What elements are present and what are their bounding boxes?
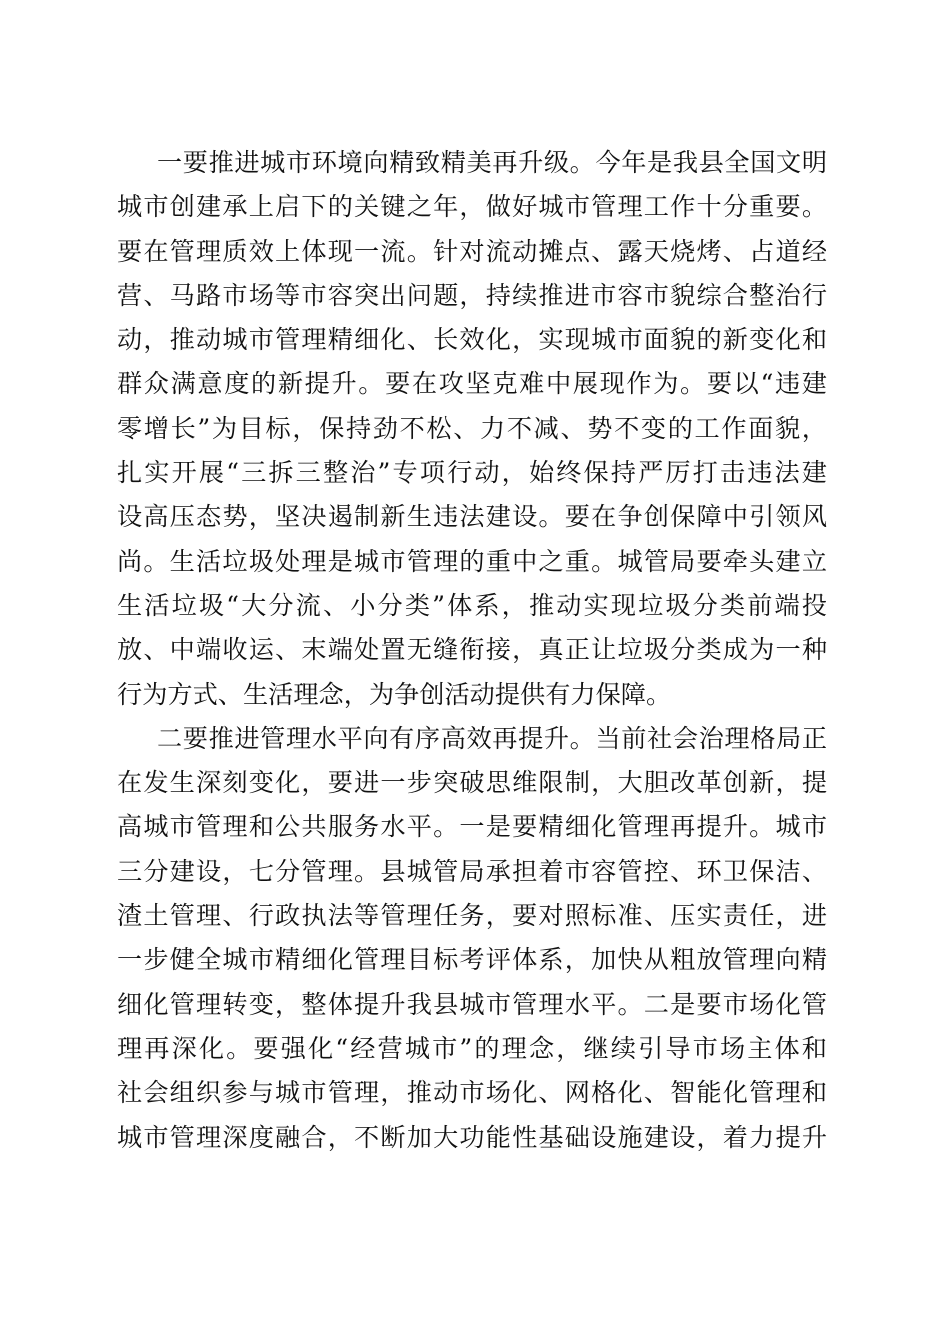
text-line: 生活垃圾“大分流、小分类”体系，推动实现垃圾分类前端投 bbox=[117, 590, 827, 620]
text-line: 动，推动城市管理精细化、长效化，实现城市面貌的新变化和 bbox=[117, 325, 827, 355]
text-line: 一步健全城市精细化管理目标考评体系，加快从粗放管理向精 bbox=[117, 945, 827, 975]
text-line: 设高压态势，坚决遏制新生违法建设。要在争创保障中引领风 bbox=[117, 502, 827, 532]
text-line: 在发生深刻变化，要进一步突破思维限制，大胆改革创新，提 bbox=[117, 768, 827, 798]
text-line: 放、中端收运、末端处置无缝衔接，真正让垃圾分类成为一种 bbox=[117, 635, 827, 665]
text-line: 零增长”为目标，保持劲不松、力不减、势不变的工作面貌， bbox=[117, 413, 827, 443]
text-line: 群众满意度的新提升。要在攻坚克难中展现作为。要以“违建 bbox=[117, 369, 827, 399]
text-line: 一要推进城市环境向精致精美再升级。今年是我县全国文明 bbox=[157, 148, 827, 177]
paragraph-2 bbox=[117, 717, 827, 1160]
paragraph-1 bbox=[117, 141, 827, 717]
text-line: 要在管理质效上体现一流。针对流动摊点、露天烧烤、占道经 bbox=[117, 236, 827, 266]
text-line: 细化管理转变，整体提升我县城市管理水平。二是要市场化管 bbox=[117, 989, 827, 1019]
text-line: 城市管理深度融合，不断加大功能性基础设施建设，着力提升 bbox=[117, 1122, 827, 1152]
text-line: 城市创建承上启下的关键之年，做好城市管理工作十分重要。 bbox=[117, 192, 827, 222]
text-line: 高城市管理和公共服务水平。一是要精细化管理再提升。城市 bbox=[117, 812, 827, 842]
text-line: 行为方式、生活理念，为争创活动提供有力保障。 bbox=[117, 679, 672, 709]
text-line: 三分建设，七分管理。县城管局承担着市容管控、环卫保洁、 bbox=[117, 856, 827, 886]
text-line: 渣土管理、行政执法等管理任务，要对照标准、压实责任，进 bbox=[117, 901, 827, 931]
text-line: 二要推进管理水平向有序高效再提升。当前社会治理格局正 bbox=[157, 723, 827, 753]
text-line: 尚。生活垃圾处理是城市管理的重中之重。城管局要牵头建立 bbox=[117, 546, 827, 576]
text-line: 理再深化。要强化“经营城市”的理念，继续引导市场主体和 bbox=[117, 1033, 827, 1063]
document-body bbox=[117, 141, 827, 1160]
text-line: 营、马路市场等市容突出问题，持续推进市容市貌综合整治行 bbox=[117, 280, 827, 310]
text-line: 扎实开展“三拆三整治”专项行动，始终保持严厉打击违法建 bbox=[117, 458, 827, 488]
text-line: 社会组织参与城市管理，推动市场化、网格化、智能化管理和 bbox=[117, 1078, 827, 1108]
